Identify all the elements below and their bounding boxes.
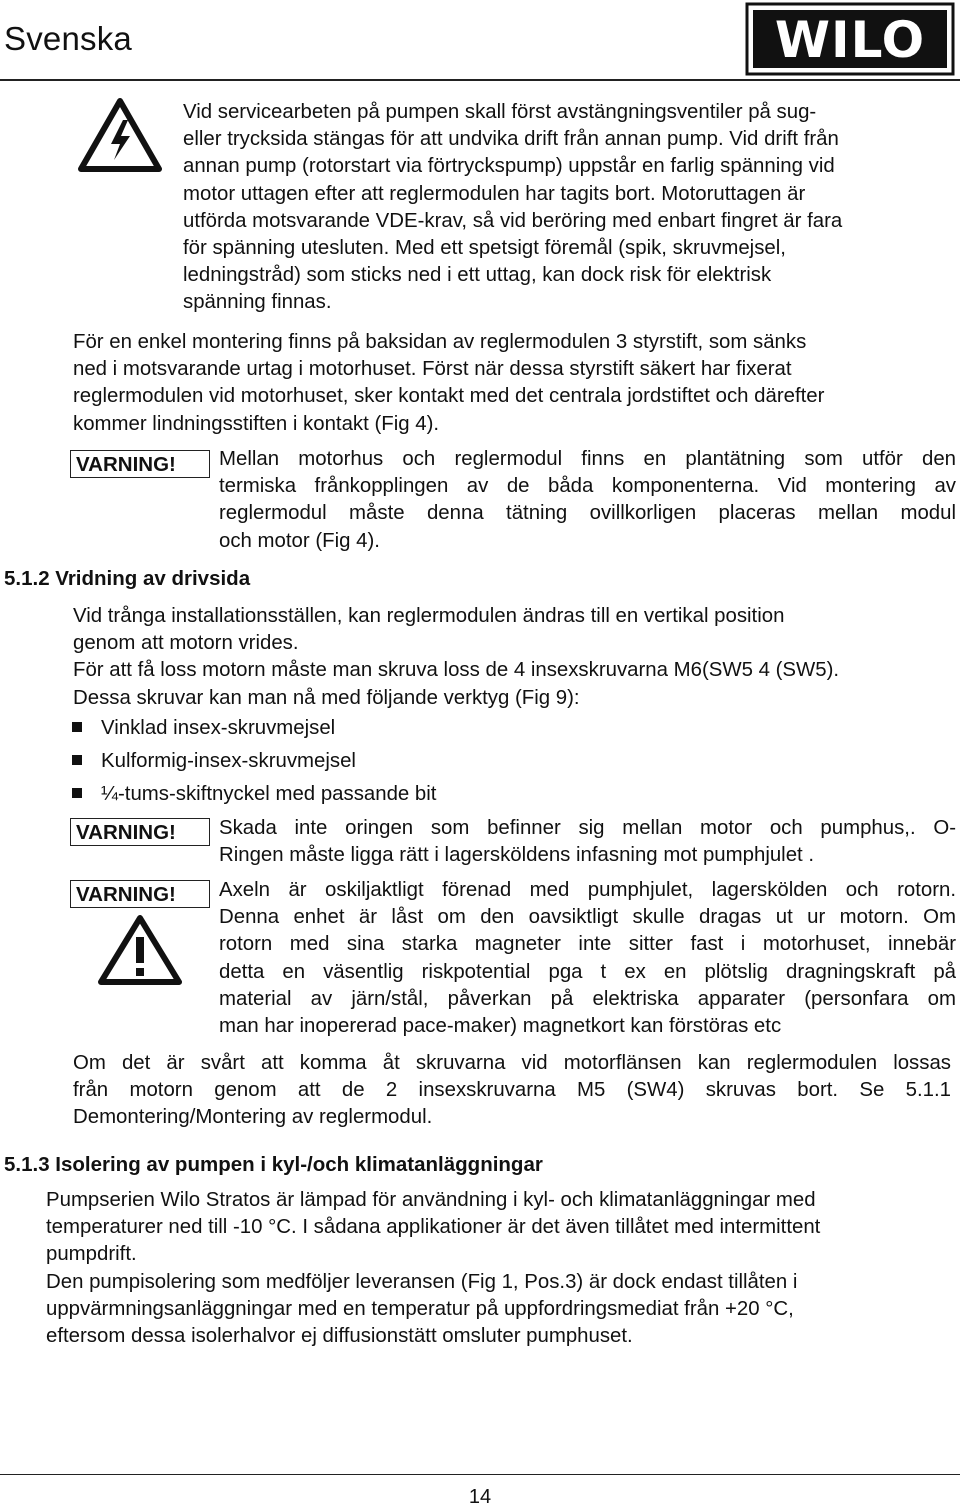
text-line: pumpdrift. — [46, 1243, 137, 1266]
bullet-square-icon — [72, 722, 82, 732]
text-line: Den pumpisolering som medföljer leveransen (Fig 1, Pos.3) är dock endast tillåten i — [46, 1270, 798, 1293]
text-line: från motorn genom att de 2 insexskruvarna M5 (SW4) skruvas bort. Se 5.1.1 — [73, 1079, 951, 1102]
text-line: Dessa skruvar kan man nå med följande verktyg (Fig 9): — [73, 686, 580, 709]
text-line: reglermodulen vid motorhuset, sker kontakt med det centrala jordstiftet och därefter — [73, 385, 825, 408]
text-line: ledningstråd) som sticks ned i ett uttag, kan dock risk för elektrisk — [183, 264, 772, 287]
text-line: detta en väsentlig riskpotential pga t ex en plötslig dragningskraft på — [219, 960, 956, 983]
text-line: för spänning utesluten. Med ett spetsigt föremål (spik, skruvmejsel, — [183, 237, 786, 260]
tool-list-item — [72, 783, 436, 806]
text-line: Mellan motorhus och reglermodul finns en plantätning som utför den — [219, 448, 956, 470]
text-line: Axeln är oskiljaktligt förenad med pumphjulet, lagerskölden och rotorn. — [219, 879, 956, 901]
warning-label: VARNING! — [70, 450, 210, 478]
text-line: termiska frånkopplingen av de båda komponenterna. Vid montering av — [219, 475, 956, 498]
warning-label: VARNING! — [70, 880, 210, 908]
text-line: utförda motsvarande VDE-krav, så vid beröring med enbart fingret är fara — [183, 209, 843, 232]
text-line: rotorn med sina starka magneter inte sitter fast i motorhuset, innebär — [219, 933, 956, 956]
text-line: eftersom dessa isolerhalvor ej diffusionstätt omsluter pumphuset. — [46, 1325, 633, 1348]
warning-seal-text — [219, 446, 956, 555]
warning-oring-text — [219, 815, 956, 869]
text-line: Ringen måste ligga rätt i lagersköldens infasning mot pumphjulet . — [219, 844, 815, 867]
section-heading-5-1-2: 5.1.2 Vridning av drivsida — [4, 567, 251, 590]
text-line: kommer lindningsstiften i kontakt (Fig 4). — [73, 412, 440, 435]
text-line: spänning finnas. — [183, 291, 332, 314]
text-line: Skada inte oringen som befinner sig mellan motor och pumphus,. O- — [219, 817, 956, 839]
bullet-square-icon — [72, 755, 82, 765]
page-number: 14 — [468, 1486, 492, 1508]
tool-list-item — [72, 750, 356, 773]
text-line: motor uttagen efter att reglermodulen har tagits bort. Motoruttagen är — [183, 182, 806, 205]
high-voltage-warning-icon — [78, 98, 162, 172]
rotation-paragraph — [73, 603, 953, 712]
text-line: man har inopererad pace-maker) magnetkort kan förstöras etc — [219, 1015, 782, 1038]
warning-label: VARNING! — [70, 818, 210, 846]
text-line: Denna enhet är låst om den oavsiktligt skulle dragas ut ur motorn. Om — [219, 906, 956, 929]
text-line: Pumpserien Wilo Stratos är lämpad för användning i kyl- och klimatanläggningar med — [46, 1189, 816, 1211]
tool-label: Vinklad insex-skruvmejsel — [101, 717, 336, 739]
text-line: temperaturer ned till -10 °C. I sådana applikationer är det även tillåtet med intermittent — [46, 1216, 821, 1239]
text-line: Vid trånga installationsställen, kan reglermodulen ändras till en vertikal position — [73, 605, 785, 627]
footer-rule — [0, 1474, 960, 1475]
text-line: För en enkel montering finns på baksidan av reglermodulen 3 styrstift, som sänks — [73, 331, 807, 353]
header-rule — [0, 79, 960, 81]
text-line: Demontering/Montering av reglermodul. — [73, 1106, 433, 1129]
tool-label: Kulformig-insex-skruvmejsel — [101, 750, 356, 772]
insulation-paragraph — [46, 1187, 946, 1350]
tool-label: ¼-tums-skiftnyckel med passande bit — [101, 783, 437, 805]
tool-list-item — [72, 717, 335, 740]
logo-text: WILO — [774, 11, 926, 69]
text-line: annan pump (rotorstart via förtryckspump) uppstår en farlig spänning vid — [183, 155, 835, 178]
intro-paragraph — [183, 99, 935, 317]
wilo-logo — [745, 2, 955, 76]
text-line: genom att motorn vrides. — [73, 632, 299, 655]
flange-paragraph — [73, 1050, 951, 1132]
mounting-paragraph — [73, 329, 933, 438]
text-line: reglermodul måste denna tätning ovillkorligen placeras mellan modul — [219, 502, 956, 525]
text-line: eller trycksida stängas för att undvika drift från annan pump. Vid drift från — [183, 128, 839, 151]
language-title: Svenska — [4, 20, 132, 57]
text-line: ned i motsvarande urtag i motorhuset. Först när dessa styrstift säkert har fixerat — [73, 358, 792, 381]
text-line: material av järn/stål, påverkan på elektriska apparater (personfara om — [219, 987, 956, 1010]
text-line: och motor (Fig 4). — [219, 529, 380, 552]
text-line: Vid servicearbeten på pumpen skall först avstängningsventiler på sug- — [183, 101, 817, 123]
text-line: uppvärmningsanläggningar med en temperatur på uppfordringsmediat från +20 °C, — [46, 1297, 794, 1320]
bullet-square-icon — [72, 788, 82, 798]
section-heading-5-1-3: 5.1.3 Isolering av pumpen i kyl-/och klimatanläggningar — [4, 1153, 543, 1176]
text-line: För att få loss motorn måste man skruva loss de 4 insexskruvarna M6(SW5 4 (SW5). — [73, 659, 840, 682]
warning-rotor-text — [219, 877, 956, 1040]
text-line: Om det är svårt att komma åt skruvarna vid motorflänsen kan reglermodulen lossas — [73, 1052, 951, 1074]
exclamation-warning-icon — [98, 915, 182, 985]
